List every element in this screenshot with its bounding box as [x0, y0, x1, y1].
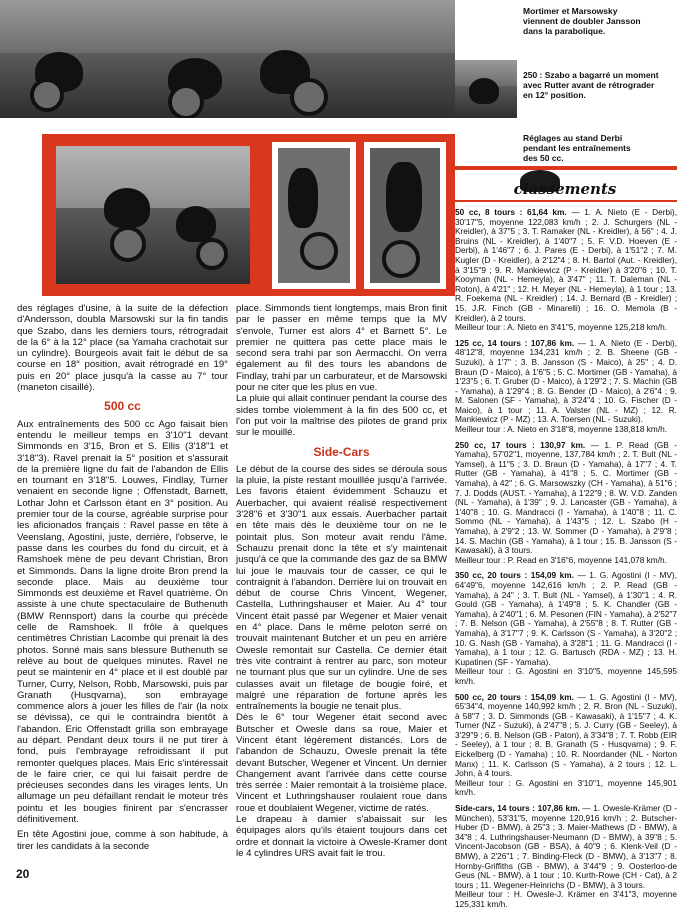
classements-rule — [455, 166, 677, 170]
heading-500cc: 500 cc — [104, 399, 141, 414]
paragraph: En tête Agostini joue, comme à son habitude, à tirer les candidats à la seconde — [17, 829, 228, 852]
caption-mortimer: Mortimer et Marsowsky viennent de doubler Jansson dans la parabolique. — [523, 6, 641, 36]
result-350cc: 350 cc, 20 tours : 154,09 km. — 1. G. Agostini (I - MV), 64'49"6, moyenne 142,616 km/h ; 2. P. Read (GB - Yamaha), à 24" ; 3. T. Bult (NL - Yamsel), à 1'30"1 ; 4. R. Gould (GB - Yamaha), à 1'49"8 ; 5. K. Chandler (GB - Yamaha), à 2'40"1 ; 6. M. Pesonen (FIN - Yamaha), à 2'52"7 ; 7. B. Nelson (GB - Yamaha), à 2'55"8 ; 8. T. Rutter (GB - Yamaha), à 3'17"7 ; 9. K. Carlsson (S - Yamaha), à 3'20"2 ; 10. G. Nash (GB - Yamaha), à 3'28"1 ; 11. G. Mandracci (I - Yamaha), à 1 tour ; 12. G. Bartusch (RDA - MZ) ; 13. H. Kupatinen (SF - Yamaha). Meilleur tour : G. Agostini en 3'10"5, moyenne 145,595 km/h. — [455, 570, 677, 686]
paragraph: La pluie qui allait continuer pendant la course des sides tombe violemment à la fin des 500 cc, et l'on put voir la maîtrise des pilotes de grand prix sur le mouillé. — [236, 393, 447, 439]
caption-szabo: 250 : Szabo a bagarré un moment avec Rutter avant de rétrograder en 12° position. — [523, 70, 659, 100]
caption-derbi: Réglages au stand Derbi pendant les entraînements des 50 cc. — [523, 133, 631, 163]
article-column-2 — [236, 303, 447, 859]
photo-stand-derbi — [278, 148, 350, 283]
result-125cc: 125 cc, 14 tours : 107,86 km. — 1. A. Nieto (E - Derbi), 48'12"8, moyenne 134,231 km/h ; 2. B. Sheene (GB - Suzuki), à 1'7" ; 3. B. Jansson (S - Maico), à 25" ; 4. D. Braun (D - Maico), à 1'6"5 ; 5. C. Mortimer (GB - Yamaha), à 1'23"5 ; 6. T. Gruber (D - Maico), à 1'29"2 ; 7. S. Machin (GB - Yamaha), à 1'29"4 ; 8. G. Bender (D - Maico), à 2'6"4 ; 9. M. Salonen (SF - Yamaha), à 3'24"4 ; 10. G. Fischer (D - Maico), à 1 tour ; 11. A. Valster (NL - MZ) ; 12. R. Mankiewicz (P - MZ) ; 13. A. Toersen (NL - Suzuki). Meilleur tour : A. Nieto en 3'18"8, moyenne 138,818 km/h. — [455, 337, 677, 435]
paragraph: Le drapeau à damier s'abaissait sur les équipages alors qu'ils étaient toujours dans cet ordre et donnait la victoire à Owesle-Kramer dont le 4 cylindres URS avait fait le trou. — [236, 814, 447, 859]
classements-rule-bottom — [455, 200, 677, 202]
article-column-1 — [17, 303, 228, 852]
paragraph: Le début de la course des sides se déroula sous la pluie, la piste restant mouillée jusqu'à l'arrivée. Les favoris étaient évidemment Schauzu et Auerbacher, qui avaient réalisé respectivement 3'28"6 et 3'30"1 aux essais. Auerbacher partait en tête mais dès le deuxième tour on ne le pointait plus. Son moteur avait rendu l'âme. Schauzu prenait donc la tête et s'y maintenait jusqu'à ce que la commande des gaz de sa BMW lui joue le mauvais tour de casser, ce qui le contraignit à l'abandon. Derrière lui on trouvait en début de course Chris Vincent, Wegener, Castella, Luthringshauser et Maier. Au 4° tour Vincent était passé par Wegener et Maier venait en 4° place. Dans le même peloton serré on trouvait maintenant Butcher et un peu en arrière Owesle remontait sur Castella. Ce dernier était très vite contraint à rentrer au parc, son moteur ne tournant plus que sur un cylindre. Une de ses culasses avait un filetage de bougie foiré, et malgré une réparation de fortune après les entraînements la bougie ne tenait plus. — [236, 463, 447, 713]
results-column — [455, 208, 677, 916]
result-500cc: 500 cc, 20 tours : 154,09 km. — 1. G. Agostini (I - MV), 65'34"4, moyenne 140,992 km/h ; 2. R. Bron (NL - Suzuki), à 58"7 ; 3. D. Simmonds (GB - Kawasaki), à 1'15"7 ; 4. K. Turner (NZ - Suzuki), à 2'47"8 ; 5. J. Curry (GB - Seeley), à 3'29"9 ; 6. B. Nelson (GB - Paton), à 3'34"8 ; 7. T. Robb (EIR - Seeley), à 1 tour ; 8. B. Granath (S - Husqvarna) ; 9. F. Eickelberg (D - Yamaha) ; 10. R. Noordander (NL - Norton Manx) ; 11. K. Carlsson (S - Yamaha), à 2 tours ; 12. L. John, à 4 tours. Meilleur tour : G. Agostini en 3'10"1, moyenne 145,901 km/h. — [455, 691, 677, 798]
page-number: 20 — [16, 867, 30, 881]
classements-title: classements — [513, 180, 617, 198]
heading-side-cars: Side-Cars — [313, 444, 370, 459]
result-250cc: 250 cc, 17 tours : 130,97 km. — 1. P. Read (GB - Yamaha), 57'02"1, moyenne, 137,784 km/h ; 2. T. Bult (NL - Yamsel), à 11"5 ; 3. D. Braun (D - Yamaha), à 17"7 ; 4. T. Rutter (GB - Yamaha), à 41"8 ; 5. C. Mortimer (GB - Yamaha), à 42" ; 6. G. Marsowszky (CH - Yamaha), à 51"6 ; 7. J. Dodds (AUST. - Yamaha), à 1'22"9 ; 8. W. V.D. Zanden (NL - Yamaha), à 1'39" ; 9. J. Lancaster (GB - Yamaha), à 1'40"8 ; 10. G. Mandracci (I - Yamaha), à 1'40"8 ; 11. C. Sommo (NL - Yamaha), à 1'43"5 ; 12. L. Szabo (H - Yamaha), à 2'9"2 ; 13. W. Sommer (D - Yamaha), à 2'9"8 ; 14. S. Machin (GB - Yamaha), à 1 tour ; 15. B. Jansson (S - Kawasaki), à 3 tours. Meilleur tour : P. Read en 3'16"6, moyenne 141,078 km/h. — [455, 439, 677, 565]
photo-riders-curve — [56, 146, 250, 284]
result-side-cars: Side-cars, 14 tours : 107,86 km. — 1. Owesle-Krämer (D - München), 53'31"5, moyenne 120,916 km/h ; 2. Butscher-Huber (D - BMW), à 25"3 ; 3. Maier-Mathews (D - BMW), à 34"8 ; 4. Luthringshauser-Neumann (D - BMW), à 39"8 ; 5. Vincent-Jacobson (GB - BSA), à 40"9 ; 6. Klenk-Veil (D - BMW), à 2'26"1 ; 7. Binding-Fleck (D - BMW), à 3'13"7 ; 8. Hornby-Griffiths (GB - BMW), à 3'44"9 ; 9. Oosterloo-de Geus (NL - BMW), à 1 tour ; 10. Kurth-Rowe (CH - Cat), à 2 tours ; 11. Wegener-Heinrichs (D - BMW), à 3 tours. Meilleur tour : H. Owesle-J. Krämer en 3'41"3, moyenne 125,331 km/h. — [455, 803, 677, 909]
paragraph: place. Simmonds tient longtemps, mais Bron finit par le passer en même temps que la MV s'envole, Turner est alors 4° et Barnett 5°. Le premier ne quittera pas cette place mais le second sera trahi par son Aermacchi. On verra également au fil des tours les abandons de Findlay, trahi par un carburateur, et de Marsowski pour ne citer que les plus en vue. — [236, 303, 447, 394]
photo-parabolique — [0, 0, 455, 118]
result-50cc: 50 cc, 8 tours : 61,64 km. — 1. A. Nieto (E - Derbi), 30'17"5, moyenne 122,083 km/h ; 2. J. Schurgers (NL - Kreidler), à 37"5 ; 3. T. Ramaker (NL - Kreidler), à 56" ; 4. J. Bruins (NL - Kreidler), à 1'40"7 ; 5. F. V.D. Hoeven (E - Derbi), à 1'46"7 ; 6. J. Pares (E - Derbi), à 1'51"2 ; 7. M. Kugler (D - Kreidler), à 2'12"4 ; 8. H. Bartol (Aut. - Kreidler), à 3'15"9 ; 9. R. Mankiewicz (P - Kreidler) à 3'20"6 ; 10. T. Kooyman (NL - Hemeyla), à 3'47" ; 11. T. Daleman (NL - Roton), à 4'21" ; 12. H. Meyer (NL - Hemeyla), à 1 tour ; 13. R. Foekema (NL - Kreidler) ; 14. J. Bernard (B - Kreidler) ; 15. J.R. Finch (GB - Minarelli) ; 16. O. Memola (B - Kreidler), à 2 tours. Meilleur tour : A. Nieto en 3'41"5, moyenne 125,218 km/h. — [455, 207, 677, 333]
photo-mechanics — [370, 148, 440, 283]
paragraph: Aux entraînements des 500 cc Ago faisait bien entendu le meilleur temps en 3'10"1 devant Simmonds en 3'15, Bron et S. Ellis (3'18"1 et 3'18"3). Ravel prenait la 5° position et s'assurait de la première ligne du fait de l'abandon de Ellis en tournant en 3'18"5. Louwes, Findlay, Turner venaient en seconde ligne ; Offenstadt, Barnett, Lothar John et Carlsson étant en 3° position. Au premier tour de la course, agréable surprise pour les aficionados français : Ravel passe en tête à Veenslang, Agostini, juste, derrière, l'observe, le passe dans les courbes du fond du circuit, et à Ramshoek mène de peu devant Christian, Bron et Simmonds. Dans la ligne droite Bron prend la seconde place. Mais au deuxième tour Simmonds est deuxième et Ravel quatrième. On assiste à une chute spectaculaire de Buthenuth (BMW Rennsport) dans la courbe qui précède celle de Ramshoek. Il frôle à quelques centimètres Christian Lacombe qui prenait là des photos. Sonné mais sans blessure Buthenuth se relève au bout de quelques minutes. Ravel ne peut se maintenir en 4° place et il est doublé par Turner, Curry, Nelson, Robb, Marsowski, puis par Granath (Husqvarna), son embrayage commence alors à jouer les filles de l'air (la noix se dévissa), ce qui le contraindra bientôt à l'abandon. Eric Offenstadt grilla son embrayage au départ. Pendant deux tours il ne put tirer à fond, puis l'embrayage refroidissant il put remonter quelques places. Mais Eric s'intéressait de le faire crier, ce qui lui faisait perdre de précieuses secondes dans les virages lents. Un allumage un peu défaillant rendait le moteur très pointu et les bougies finirent par s'encrasser définitivement. — [17, 418, 228, 826]
paragraph: des réglages d'usine, à la suite de la défection d'Andersson, doubla Marsowski sur la fin tandis que Szabo, dans les derniers tours, rétrogradait de la 6° à la 12° place (sa Yamaha crachotait sur un cylindre). Bourgeois avait fait le début de sa course en 18° position, avait rétrogradé en 19° puis en 20° place jusqu'à la casse au 7° tour (maneton cisaillé). — [17, 303, 228, 394]
photo-szabo-rutter — [455, 60, 517, 118]
paragraph: Dès le 6° tour Wegener était second avec Butscher et Owesle dans sa roue, Maier et Vincent étant légèrement distancés. Lors de l'abandon de Schauzu, Owesle prenait la tête devant Butscher, Wegener et Vincent. Un dernier Changement avant l'arrivée dans cette course très serrée : Maier remontait à la troisième place. Vincent et Luthringshauser roulaient roue dans roue et doublaient Wegener, victime de ratés. — [236, 712, 447, 814]
